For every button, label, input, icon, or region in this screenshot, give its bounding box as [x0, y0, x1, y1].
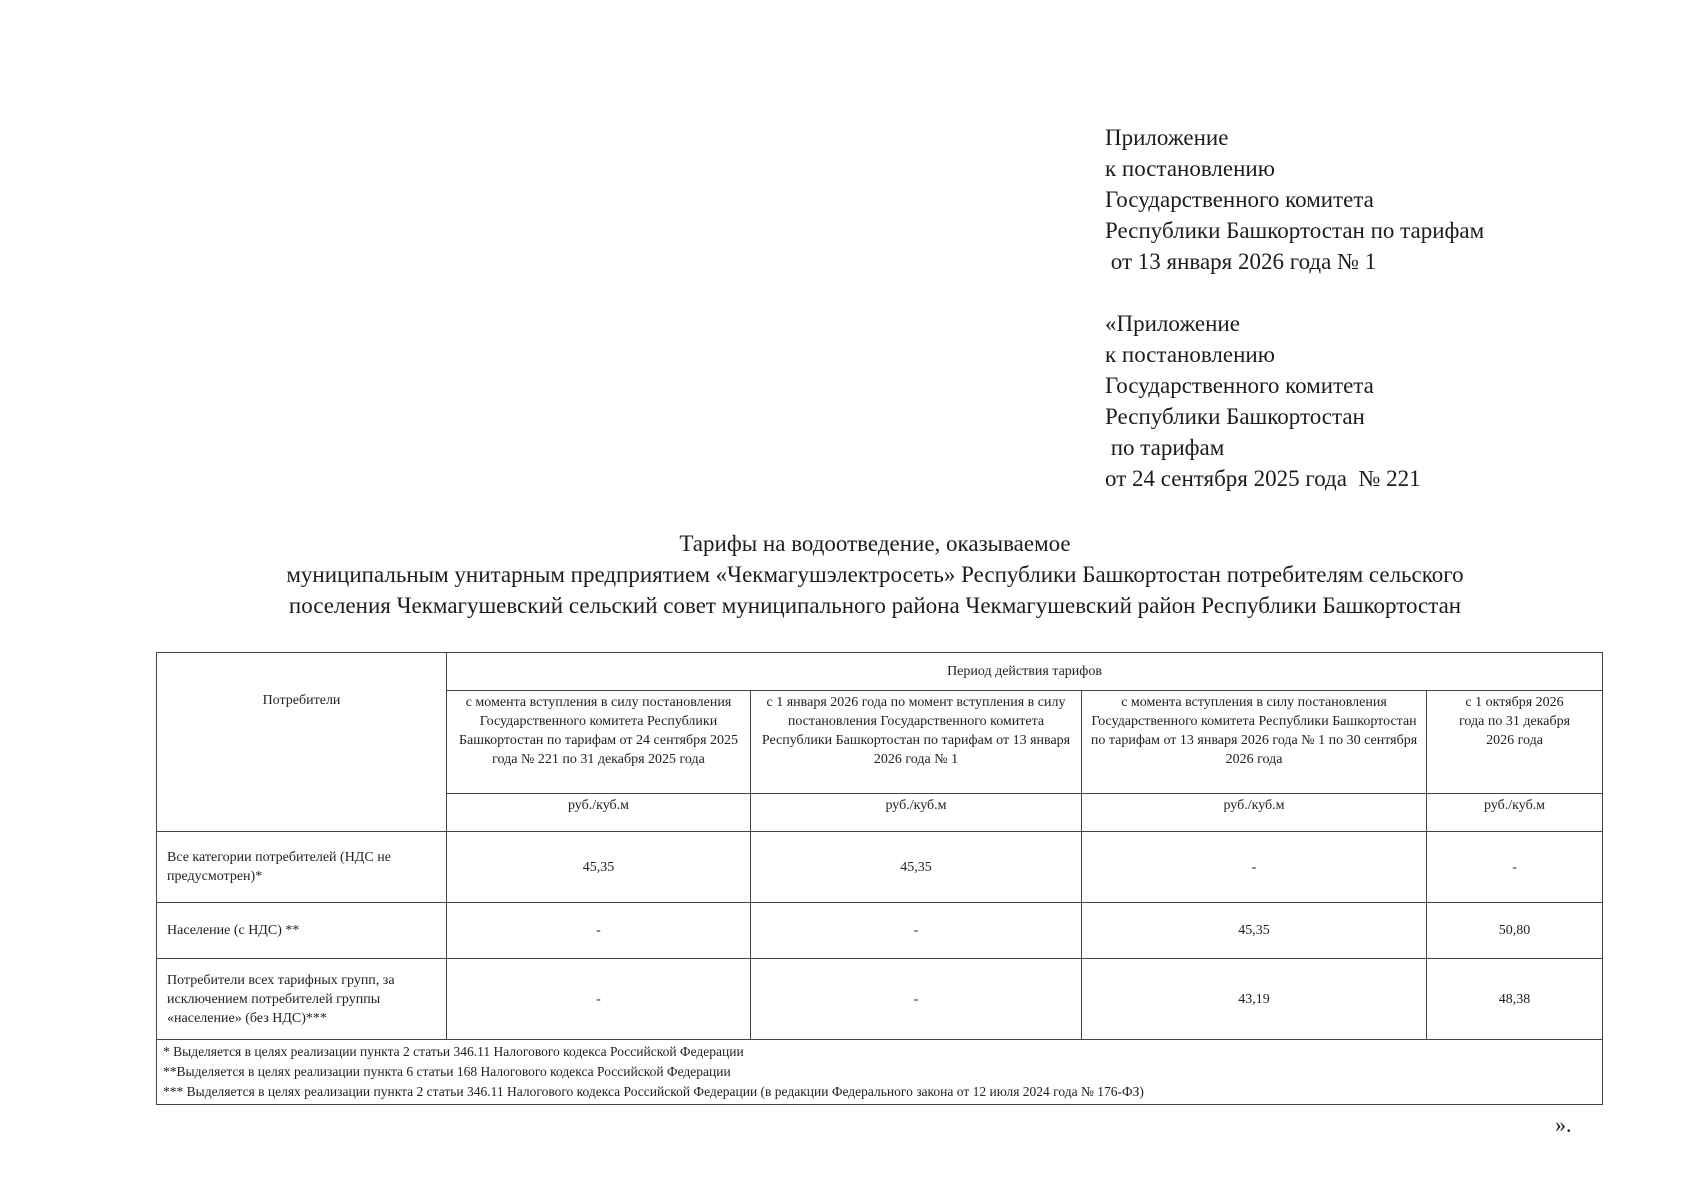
period-header-cell: с момента вступления в силу постановления Государственного комитета Республики Башкортостан по тарифам от 24 сентября 2025 года № 221 по 31 декабря 2025 года: [447, 691, 751, 794]
unit-cell: руб./куб.м: [447, 794, 751, 832]
appendix-line: Государственного комитета: [1105, 187, 1374, 212]
tariff-value: -: [447, 959, 751, 1040]
unit-cell: руб./куб.м: [1427, 794, 1603, 832]
period-header-cell: с момента вступления в силу постановления Государственного комитета Республики Башкортостан по тарифам от 13 января 2026 года № 1 по 30 сентября 2026 года: [1082, 691, 1427, 794]
footnote: * Выделяется в целях реализации пункта 2 статьи 346.11 Налогового кодекса Российской Федерации: [163, 1044, 744, 1059]
consumer-cell: Население (с НДС) **: [157, 903, 447, 959]
appendix-header-current: [1105, 122, 1625, 277]
tariff-value: 43,19: [1082, 959, 1427, 1040]
notes-row: [157, 1040, 1603, 1105]
appendix-line: «Приложение: [1105, 311, 1240, 336]
title-line: муниципальным унитарным предприятием «Чекмагушэлектросеть» Республики Башкортостан потребителям сельского: [286, 562, 1464, 587]
table-row: [157, 903, 1603, 959]
unit-cell: руб./куб.м: [751, 794, 1082, 832]
appendix-line: Республики Башкортостан: [1105, 404, 1365, 429]
tariff-table: [156, 652, 1603, 1105]
appendix-line: по тарифам: [1105, 435, 1225, 460]
consumer-cell: Все категории потребителей (НДС не предусмотрен)*: [157, 832, 447, 903]
period-header-cell: с 1 января 2026 года по момент вступления в силу постановления Государственного комитета Республики Башкортостан по тарифам от 13 января 2026 года № 1: [751, 691, 1082, 794]
appendix-line: к постановлению: [1105, 342, 1275, 367]
tariff-value: -: [751, 959, 1082, 1040]
appendix-header-original: [1105, 308, 1625, 494]
appendix-line: Приложение: [1105, 125, 1229, 150]
appendix-line: Государственного комитета: [1105, 373, 1374, 398]
tariff-value: 45,35: [751, 832, 1082, 903]
unit-cell: руб./куб.м: [1082, 794, 1427, 832]
footnotes: [157, 1040, 1603, 1105]
document-title: [150, 528, 1600, 621]
tariff-value: 45,35: [447, 832, 751, 903]
closing-quote: ».: [1555, 1112, 1572, 1137]
appendix-line: от 24 сентября 2025 года № 221: [1105, 466, 1421, 491]
appendix-line: Республики Башкортостан по тарифам: [1105, 218, 1485, 243]
tariff-value: -: [1082, 832, 1427, 903]
table-row: [157, 959, 1603, 1040]
tariff-value: 50,80: [1427, 903, 1603, 959]
consumer-cell: Потребители всех тарифных групп, за исключением потребителей группы «население» (без НДС)***: [157, 959, 447, 1040]
period-header-cell: с 1 октября 2026 года по 31 декабря 2026 года: [1427, 691, 1603, 794]
consumers-header: Потребители: [157, 653, 447, 832]
footnote: **Выделяется в целях реализации пункта 6 статьи 168 Налогового кодекса Российской Федерации: [163, 1064, 731, 1079]
period-header: Период действия тарифов: [447, 653, 1603, 691]
title-line: Тарифы на водоотведение, оказываемое: [679, 531, 1071, 556]
appendix-line: от 13 января 2026 года № 1: [1105, 249, 1377, 274]
appendix-line: к постановлению: [1105, 156, 1275, 181]
footnote: *** Выделяется в целях реализации пункта 2 статьи 346.11 Налогового кодекса Российской Федерации (в редакции Федерального закона от 12 июля 2024 года № 176-ФЗ): [163, 1084, 1144, 1099]
tariff-value: 48,38: [1427, 959, 1603, 1040]
title-line: поселения Чекмагушевский сельский совет муниципального района Чекмагушевский район Республики Башкортостан: [288, 593, 1462, 618]
tariff-value: -: [751, 903, 1082, 959]
tariff-value: -: [447, 903, 751, 959]
table-row: [157, 832, 1603, 903]
tariff-value: 45,35: [1082, 903, 1427, 959]
tariff-value: -: [1427, 832, 1603, 903]
